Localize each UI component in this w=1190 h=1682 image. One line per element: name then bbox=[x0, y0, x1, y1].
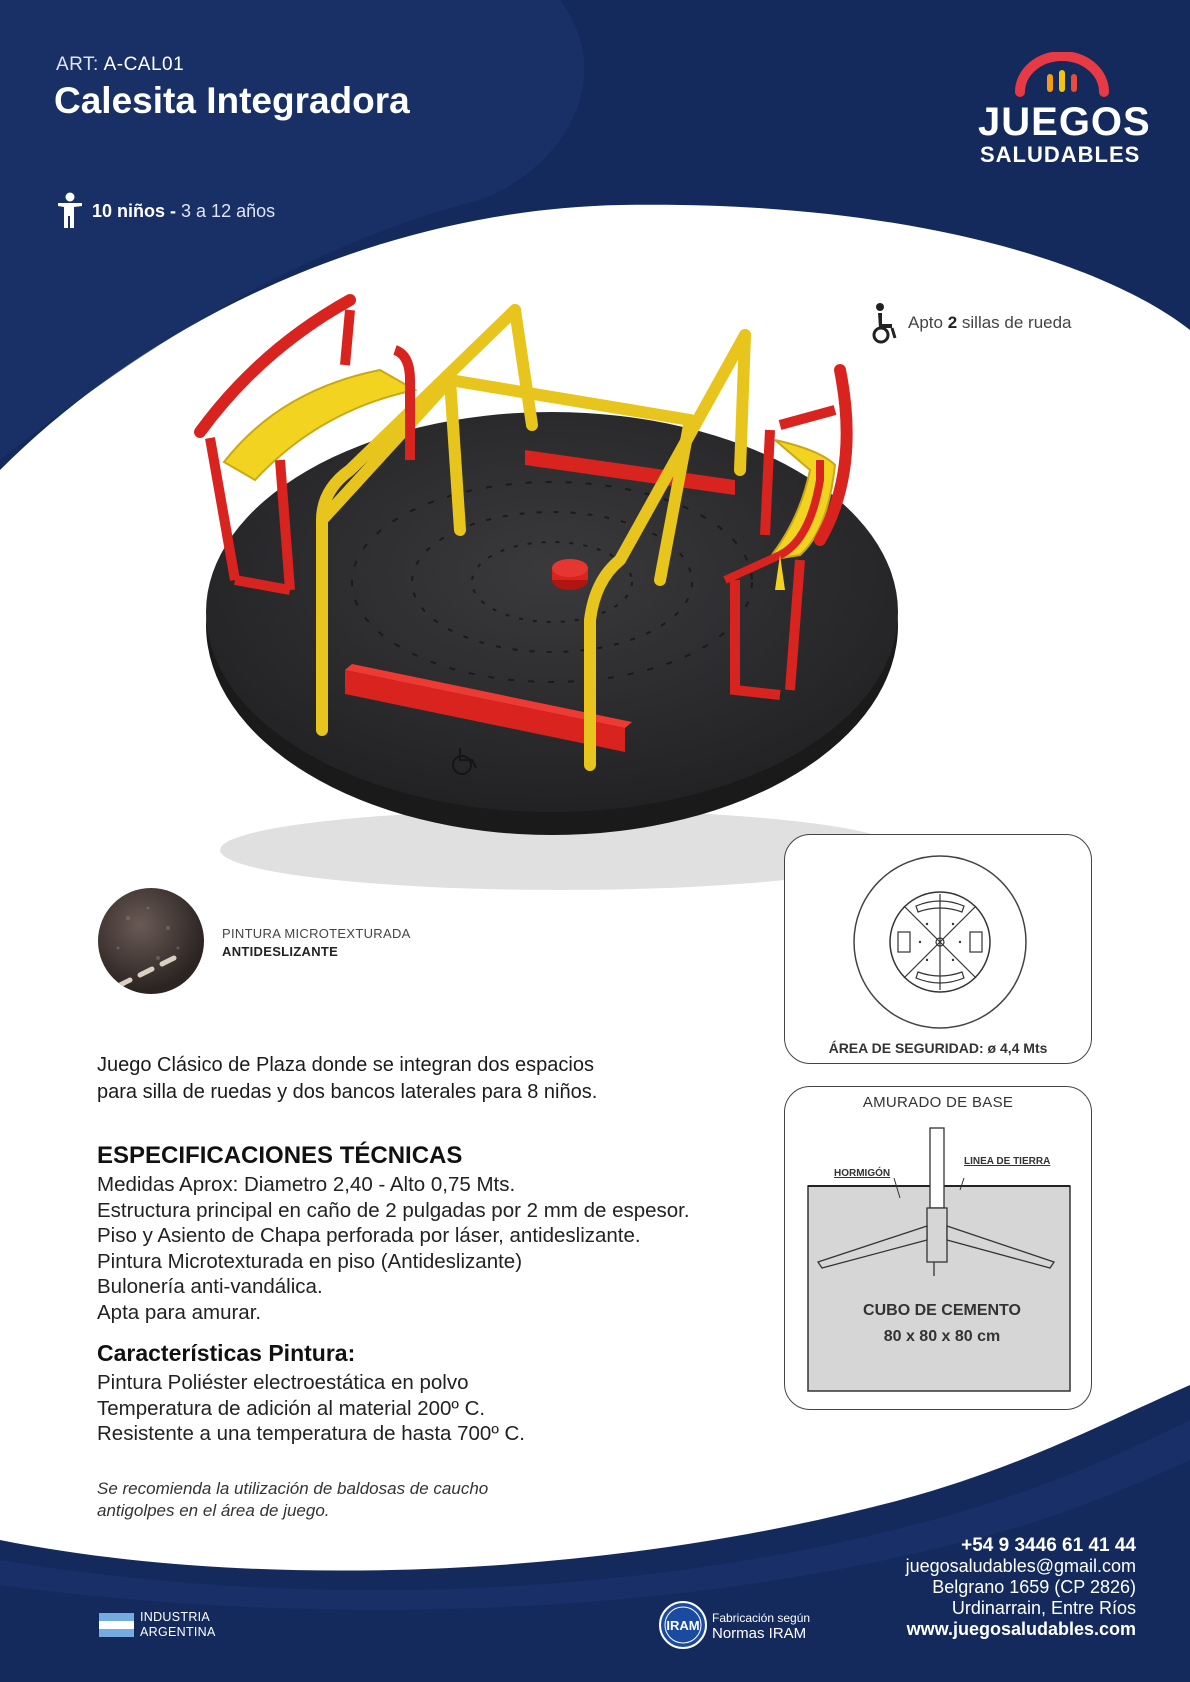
brand-name-line1: JUEGOS bbox=[978, 100, 1151, 144]
iram-badge-text: IRAM bbox=[666, 1618, 700, 1633]
texture-label-line2: ANTIDESLIZANTE bbox=[222, 944, 339, 959]
industry-line2: ARGENTINA bbox=[140, 1625, 216, 1639]
wheelchair-suffix: sillas de rueda bbox=[957, 313, 1072, 332]
article-code bbox=[56, 54, 184, 76]
article-number: A-CAL01 bbox=[103, 54, 185, 75]
argentina-flag-icon bbox=[99, 1613, 134, 1637]
texture-sample-image bbox=[98, 888, 204, 994]
carousel-product-image bbox=[180, 290, 940, 890]
product-title: Calesita Integradora bbox=[54, 80, 410, 121]
cement-cube-label bbox=[808, 1298, 1076, 1350]
specs-list bbox=[97, 1172, 690, 1326]
note-line: antigolpes en el área de juego. bbox=[97, 1501, 330, 1520]
hormigon-label: HORMIGÓN bbox=[834, 1168, 891, 1179]
iram-line1: Fabricación según bbox=[712, 1611, 811, 1625]
spec-item: Bulonería anti-vandálica. bbox=[97, 1275, 323, 1299]
wheelchair-prefix: Apto bbox=[908, 313, 948, 332]
base-anchoring-title: AMURADO DE BASE bbox=[862, 1094, 1014, 1111]
contact-address-line2: Urdinarrain, Entre Ríos bbox=[951, 1598, 1136, 1618]
cube-label-size: 80 x 80 x 80 cm bbox=[883, 1328, 1001, 1345]
kids-capacity bbox=[56, 192, 275, 230]
contact-block bbox=[906, 1535, 1136, 1640]
spec-item: Apta para amurar. bbox=[97, 1300, 262, 1324]
cube-label-title: CUBO DE CEMENTO bbox=[863, 1302, 1021, 1319]
child-icon bbox=[56, 192, 84, 230]
product-description bbox=[97, 1052, 737, 1106]
brand-name-line2: SALUDABLES bbox=[980, 142, 1141, 167]
paint-item: Resistente a una temperatura de hasta 700º C. bbox=[97, 1422, 525, 1446]
spec-item: Pintura Microtexturada en piso (Antideslizante) bbox=[97, 1249, 523, 1273]
spec-item: Medidas Aprox: Diametro 2,40 - Alto 0,75 Mts. bbox=[97, 1173, 516, 1196]
industry-line1: INDUSTRIA bbox=[140, 1610, 211, 1624]
contact-phone[interactable]: +54 9 3446 61 41 44 bbox=[961, 1535, 1136, 1556]
industry-label bbox=[140, 1610, 216, 1640]
contact-website[interactable]: www.juegosaludables.com bbox=[906, 1619, 1136, 1639]
article-prefix: ART: bbox=[56, 54, 99, 75]
iram-badge-icon bbox=[658, 1600, 708, 1650]
specs-heading: ESPECIFICACIONES TÉCNICAS bbox=[97, 1142, 463, 1169]
note-line: Se recomienda la utilización de baldosas de caucho bbox=[97, 1479, 489, 1498]
kids-separator: - bbox=[165, 200, 182, 221]
spec-item: Estructura principal en caño de 2 pulgadas por 2 mm de espesor. bbox=[97, 1198, 690, 1222]
contact-address-line1: Belgrano 1659 (CP 2826) bbox=[932, 1577, 1136, 1597]
paint-heading: Características Pintura: bbox=[97, 1340, 356, 1366]
wheelchair-count: 2 bbox=[947, 313, 958, 332]
safety-area-diagram bbox=[852, 854, 1028, 1030]
safety-area-label: ÁREA DE SEGURIDAD: ø 4,4 Mts bbox=[828, 1040, 1048, 1056]
base-anchoring-diagram bbox=[784, 1086, 1092, 1410]
description-line: Juego Clásico de Plaza donde se integran dos espacios bbox=[97, 1054, 594, 1076]
paint-item: Temperatura de adición al material 200º C. bbox=[97, 1396, 486, 1420]
recommendation-note bbox=[97, 1478, 617, 1522]
kids-count: 10 niños bbox=[92, 200, 166, 221]
iram-line2: Normas IRAM bbox=[712, 1625, 807, 1642]
paint-item: Pintura Poliéster electroestática en polvo bbox=[97, 1371, 469, 1394]
description-line: para silla de ruedas y dos bancos laterales para 8 niños. bbox=[97, 1081, 598, 1103]
ground-line-label: LINEA DE TIERRA bbox=[964, 1156, 1051, 1167]
contact-email[interactable]: juegosaludables@gmail.com bbox=[905, 1556, 1136, 1576]
kids-age-range: 3 a 12 años bbox=[181, 200, 276, 221]
texture-label-line1: PINTURA MICROTEXTURADA bbox=[222, 926, 411, 941]
spec-item: Piso y Asiento de Chapa perforada por láser, antideslizante. bbox=[97, 1224, 641, 1248]
paint-list bbox=[97, 1370, 525, 1447]
